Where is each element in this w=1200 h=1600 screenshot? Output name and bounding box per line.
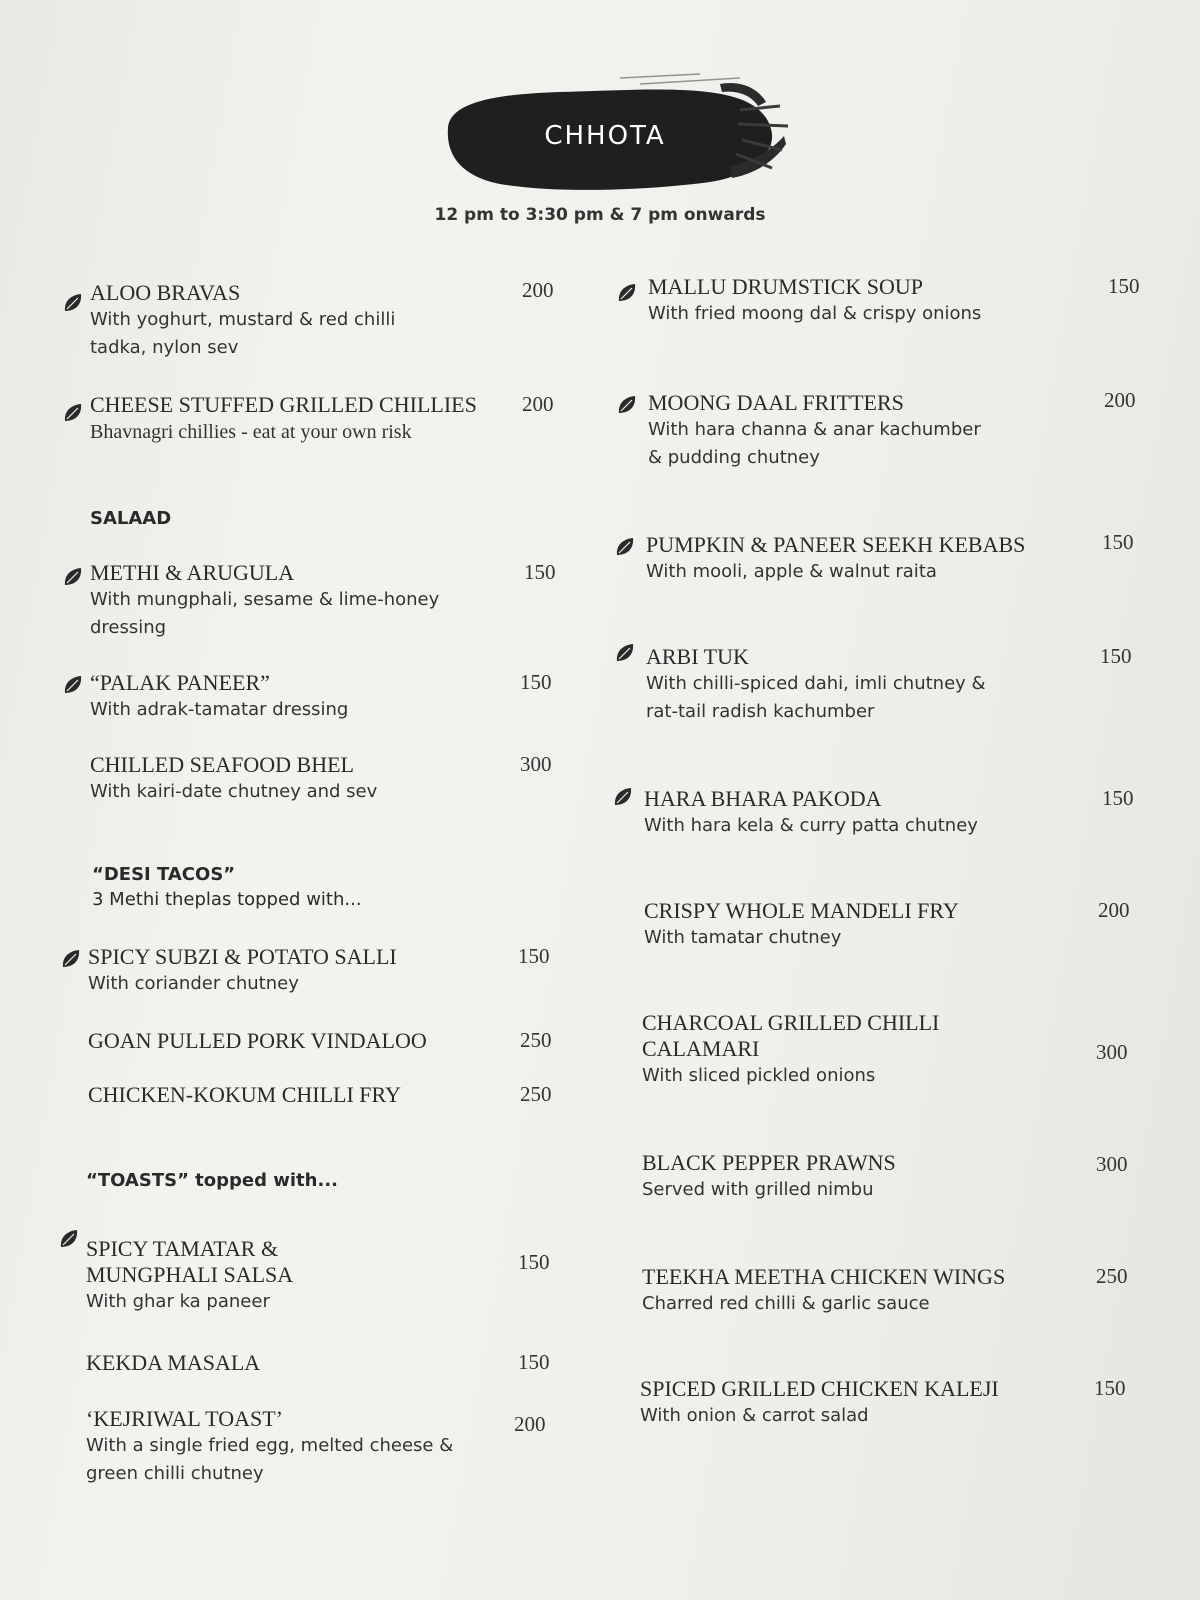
item-price: 150 — [518, 1250, 550, 1274]
item-description: With kairi-date chutney and sev — [90, 781, 378, 802]
item-name: ARBI TUK — [646, 644, 749, 669]
item-description: With chilli-spiced dahi, imli chutney & — [646, 673, 986, 694]
menu-item-hara-bhara-pakoda — [644, 786, 978, 840]
menu-item-seafood-bhel — [90, 752, 377, 806]
item-description: Served with grilled nimbu — [642, 1179, 874, 1200]
item-price: 150 — [1102, 786, 1134, 810]
section-subtitle: 3 Methi theplas topped with... — [92, 889, 362, 910]
menu-item-chilli-calamari — [642, 1010, 939, 1090]
section-desi-tacos — [92, 864, 362, 910]
item-price: 150 — [520, 670, 552, 694]
menu-item-kejriwal-toast — [86, 1406, 453, 1488]
item-name: CHILLED SEAFOOD BHEL — [90, 752, 354, 777]
item-name: MOONG DAAL FRITTERS — [648, 390, 904, 415]
item-description: tadka, nylon sev — [90, 337, 239, 358]
section-title: “DESI TACOS” — [92, 864, 236, 885]
veg-leaf-icon — [62, 674, 84, 696]
menu-item-methi-arugula — [90, 560, 439, 642]
item-price: 150 — [518, 1350, 550, 1374]
menu-item-spicy-tamatar — [86, 1236, 293, 1316]
item-name: CALAMARI — [642, 1036, 760, 1061]
item-description: Charred red chilli & garlic sauce — [642, 1293, 930, 1314]
item-description: With mooli, apple & walnut raita — [646, 561, 937, 582]
item-price: 200 — [522, 392, 554, 416]
menu-item-aloo-bravas — [90, 280, 395, 362]
item-description: & pudding chutney — [648, 447, 820, 468]
item-description: rat-tail radish kachumber — [646, 701, 875, 722]
menu-item-chicken-kaleji — [640, 1376, 999, 1430]
item-description: With fried moong dal & crispy onions — [648, 303, 982, 324]
menu-item-spicy-subzi — [88, 944, 397, 998]
veg-leaf-icon — [614, 536, 636, 558]
item-price: 250 — [1096, 1264, 1128, 1288]
item-name: CHEESE STUFFED GRILLED CHILLIES — [90, 392, 477, 417]
menu-item-mallu-drumstick-soup — [648, 274, 981, 328]
item-description: With adrak-tamatar dressing — [90, 699, 349, 720]
item-price: 250 — [520, 1028, 552, 1052]
section-toasts: “TOASTS” topped with... — [86, 1170, 338, 1191]
item-price: 150 — [518, 944, 550, 968]
item-price: 300 — [520, 752, 552, 776]
item-price: 150 — [524, 560, 556, 584]
item-price: 150 — [1094, 1376, 1126, 1400]
veg-leaf-icon — [60, 948, 82, 970]
item-price: 200 — [1098, 898, 1130, 922]
item-price: 200 — [514, 1412, 546, 1436]
veg-leaf-icon — [616, 394, 638, 416]
item-name: CRISPY WHOLE MANDELI FRY — [644, 898, 959, 923]
item-description: With tamatar chutney — [644, 927, 842, 948]
item-description: With a single fried egg, melted cheese & — [86, 1435, 454, 1456]
item-name: SPICY TAMATAR & — [86, 1236, 279, 1261]
item-price: 250 — [520, 1082, 552, 1106]
menu-item-crispy-mandeli-fry — [644, 898, 959, 952]
item-price: 200 — [1104, 388, 1136, 412]
section-salaad: SALAAD — [90, 508, 172, 529]
veg-leaf-icon — [612, 786, 634, 808]
serving-hours: 12 pm to 3:30 pm & 7 pm onwards — [434, 205, 766, 225]
veg-leaf-icon — [62, 566, 84, 588]
veg-leaf-icon — [616, 282, 638, 304]
item-price: 300 — [1096, 1152, 1128, 1176]
item-name: ‘KEJRIWAL TOAST’ — [86, 1406, 283, 1431]
menu-item-black-pepper-prawns — [642, 1150, 896, 1204]
item-description: With sliced pickled onions — [642, 1065, 876, 1086]
item-name: METHI & ARUGULA — [90, 560, 295, 585]
item-name: SPICY SUBZI & POTATO SALLI — [88, 944, 397, 969]
item-description: With yoghurt, mustard & red chilli — [90, 309, 396, 330]
veg-leaf-icon — [58, 1228, 80, 1250]
item-name: SPICED GRILLED CHICKEN KALEJI — [640, 1376, 999, 1401]
item-name: ALOO BRAVAS — [90, 280, 241, 305]
menu-item-palak-paneer — [90, 670, 348, 724]
item-name: “PALAK PANEER” — [90, 670, 270, 695]
menu-item-kekda-masala — [86, 1350, 260, 1376]
item-name: HARA BHARA PAKODA — [644, 786, 882, 811]
menu-item-moong-daal-fritters — [648, 390, 981, 472]
item-description: With coriander chutney — [88, 973, 299, 994]
veg-leaf-icon — [62, 402, 84, 424]
item-name: MUNGPHALI SALSA — [86, 1262, 294, 1287]
menu-item-arbi-tuk — [646, 644, 986, 726]
item-name: BLACK PEPPER PRAWNS — [642, 1150, 896, 1175]
menu-item-pork-vindaloo — [88, 1028, 427, 1054]
item-price: 150 — [1108, 274, 1140, 298]
menu-item-chicken-wings — [642, 1264, 1005, 1318]
item-name: GOAN PULLED PORK VINDALOO — [88, 1028, 427, 1053]
item-price: 150 — [1100, 644, 1132, 668]
item-name: CHICKEN-KOKUM CHILLI FRY — [88, 1082, 401, 1107]
menu-item-chicken-kokum — [88, 1082, 401, 1108]
item-description: dressing — [90, 617, 167, 638]
veg-leaf-icon — [614, 642, 636, 664]
veg-leaf-icon — [62, 292, 84, 314]
header-brush-stroke — [440, 66, 790, 201]
item-name: CHARCOAL GRILLED CHILLI — [642, 1010, 940, 1035]
item-description: Bhavnagri chillies - eat at your own risk — [90, 421, 412, 443]
item-description: With ghar ka paneer — [86, 1291, 270, 1312]
item-description: With mungphali, sesame & lime-honey — [90, 589, 440, 610]
item-name: MALLU DRUMSTICK SOUP — [648, 274, 924, 299]
item-description: With hara channa & anar kachumber — [648, 419, 981, 440]
item-price: 200 — [522, 278, 554, 302]
item-description: green chilli chutney — [86, 1463, 264, 1484]
menu-item-pumpkin-paneer-kebabs — [646, 532, 1025, 586]
menu-title: CHHOTA — [544, 120, 666, 151]
item-name: PUMPKIN & PANEER SEEKH KEBABS — [646, 532, 1026, 557]
item-price: 150 — [1102, 530, 1134, 554]
item-name: KEKDA MASALA — [86, 1350, 261, 1375]
item-description: With hara kela & curry patta chutney — [644, 815, 978, 836]
item-name: TEEKHA MEETHA CHICKEN WINGS — [642, 1264, 1006, 1289]
menu-item-cheese-chillies — [90, 392, 477, 446]
item-description: With onion & carrot salad — [640, 1405, 869, 1426]
item-price: 300 — [1096, 1040, 1128, 1064]
